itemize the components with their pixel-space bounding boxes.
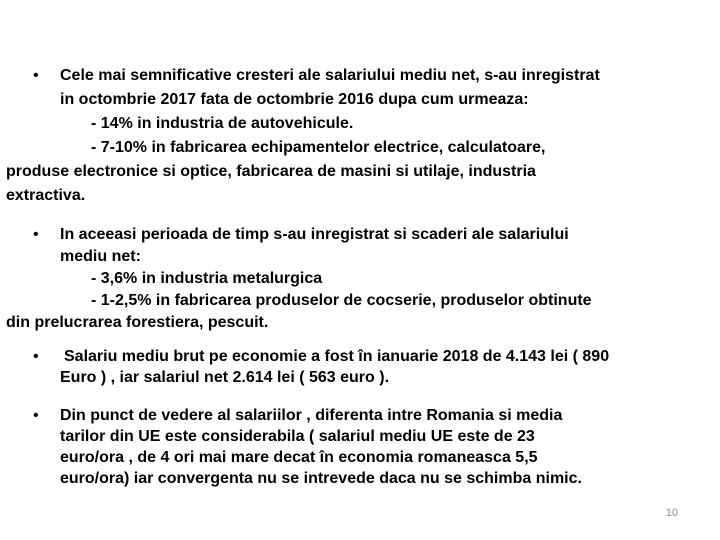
bullet-1-text-6: extractiva. <box>6 187 86 204</box>
bullet-1-line-1 <box>33 64 673 88</box>
bullet-3 <box>33 346 673 388</box>
bullet-1-text-5: produse electronice si optice, fabricarea de masini si utilaje, industria <box>6 163 536 180</box>
bullet-2-text-3: - 3,6% in industria metalurgica <box>91 270 323 287</box>
bullet-4-text-2: tarilor din UE este considerabila ( salariul mediu UE este de 23 <box>60 428 535 445</box>
page-number: 10 <box>665 507 678 519</box>
bullet-1-cont-1 <box>6 160 673 184</box>
bullet-dot-icon: • <box>33 348 39 365</box>
bullet-3-line-2 <box>33 367 673 388</box>
bullet-2-text-4: - 1-2,5% in fabricarea produselor de cocserie, produselor obtinute <box>91 292 592 309</box>
bullet-1-sub-1 <box>33 112 673 136</box>
bullet-3-text-1: Salariu mediu brut pe economie a fost în ianuarie 2018 de 4.143 lei ( 890 <box>64 348 610 365</box>
bullet-1-line-2 <box>33 88 673 112</box>
bullet-4-line-4 <box>33 468 673 489</box>
bullet-dot-icon: • <box>33 67 39 84</box>
bullet-2-cont-1 <box>6 312 673 334</box>
bullet-1-text-3: - 14% in industria de autovehicule. <box>91 115 354 132</box>
bullet-2-line-1 <box>33 224 673 246</box>
bullet-4-text-1: Din punct de vedere al salariilor , diferenta intre Romania si media <box>60 407 563 424</box>
bullet-2-line-2 <box>33 246 673 268</box>
bullet-4-text-4: euro/ora) iar convergenta nu se intrevede daca nu se schimba nimic. <box>60 470 582 487</box>
bullet-4-line-3 <box>33 447 673 468</box>
bullet-1-cont-2 <box>6 184 673 208</box>
bullet-2 <box>6 224 673 334</box>
bullet-4 <box>33 405 673 489</box>
bullet-3-text-2: Euro ) , iar salariul net 2.614 lei ( 563 euro ). <box>60 369 390 386</box>
bullet-1-sub-2 <box>33 136 673 160</box>
bullet-dot-icon: • <box>33 407 39 424</box>
bullet-2-text-5: din prelucrarea forestiera, pescuit. <box>6 314 269 331</box>
bullet-dot-icon: • <box>33 226 39 243</box>
bullet-4-line-2 <box>33 426 673 447</box>
bullet-1-text-2: in octombrie 2017 fata de octombrie 2016 dupa cum urmeaza: <box>60 91 529 108</box>
bullet-3-line-1 <box>33 346 673 367</box>
bullet-2-text-2: mediu net: <box>60 248 141 265</box>
bullet-2-sub-1 <box>33 268 673 290</box>
bullet-4-text-3: euro/ora , de 4 ori mai mare decat în economia romaneasca 5,5 <box>60 449 538 466</box>
bullet-1 <box>6 64 673 208</box>
bullet-2-sub-2 <box>33 290 673 312</box>
bullet-2-text-1: In aceeasi perioada de timp s-au inregistrat si scaderi ale salariului <box>60 226 569 243</box>
bullet-4-line-1 <box>33 405 673 426</box>
bullet-1-text-4: - 7-10% in fabricarea echipamentelor electrice, calculatoare, <box>91 139 546 156</box>
bullet-1-text-1: Cele mai semnificative cresteri ale salariului mediu net, s-au inregistrat <box>60 67 600 84</box>
